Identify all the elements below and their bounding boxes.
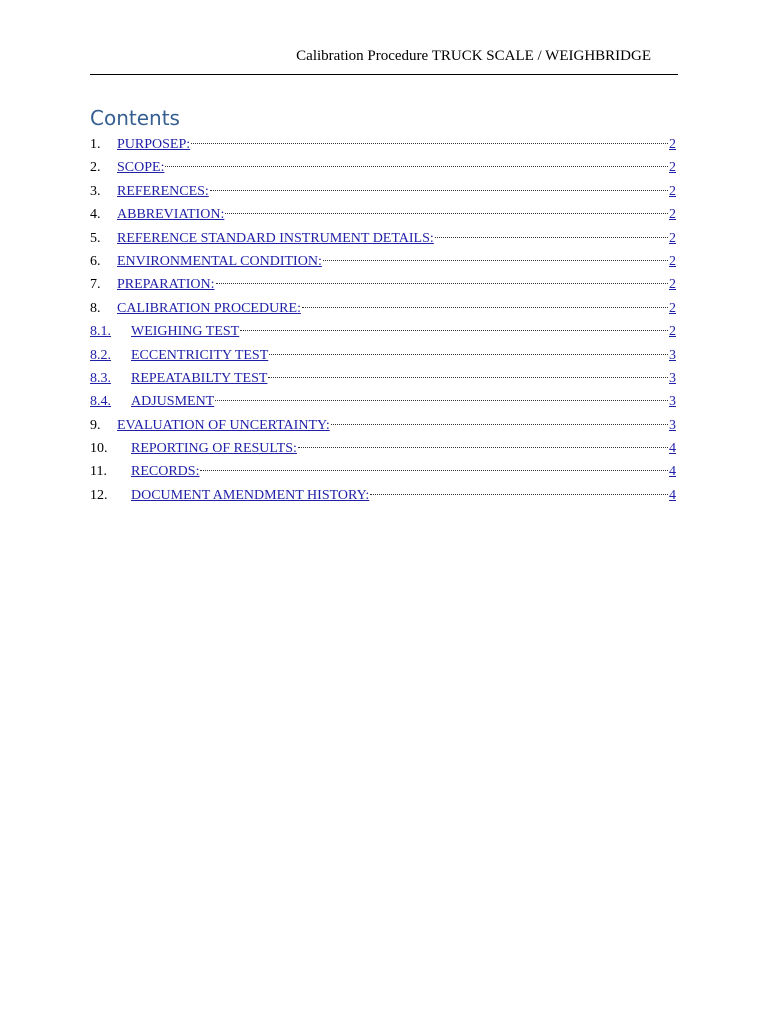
toc-dot-leader [435, 237, 668, 238]
toc-entry[interactable] [90, 460, 676, 483]
toc-dot-leader [191, 143, 668, 144]
toc-entry[interactable] [90, 250, 676, 273]
toc-entry[interactable] [90, 156, 676, 179]
toc-entry-number[interactable]: 8.1. [90, 324, 111, 340]
toc-entry-page-link[interactable]: 2 [669, 277, 676, 293]
toc-entry-page-link[interactable]: 3 [669, 370, 676, 386]
toc-entry-link[interactable]: REPORTING OF RESULTS: [131, 441, 297, 457]
toc-entry-page-link[interactable]: 2 [669, 300, 676, 316]
toc-entry-line [117, 414, 676, 437]
toc-dot-leader [323, 260, 668, 261]
toc-dot-leader [165, 166, 668, 167]
toc-dot-leader [331, 424, 668, 425]
toc-entry-number: 9. [90, 417, 101, 433]
toc-entry-link[interactable]: REFERENCES: [117, 183, 209, 199]
toc-entry[interactable] [90, 297, 676, 320]
toc-entry-link[interactable]: REPEATABILTY TEST [131, 370, 268, 386]
toc-entry-link[interactable]: PREPARATION: [117, 277, 215, 293]
toc-entry[interactable] [90, 180, 676, 203]
toc-entry-link[interactable]: ADJUSMENT [131, 394, 215, 410]
toc-entry-number: 1. [90, 137, 101, 152]
toc-entry[interactable] [90, 203, 676, 226]
toc-entry-page-link[interactable]: 2 [669, 324, 676, 340]
page-header [90, 47, 678, 75]
toc-entry-line [117, 133, 676, 156]
toc-entry-number: 11. [90, 464, 107, 480]
toc-dot-leader [298, 447, 668, 448]
toc-entry-page-link[interactable]: 3 [669, 417, 676, 433]
toc-entry-link[interactable]: ENVIRONMENTAL CONDITION: [117, 253, 322, 269]
toc-entry-line [117, 227, 676, 250]
toc-entry-number: 2. [90, 160, 101, 176]
toc-dot-leader [225, 213, 668, 214]
toc-entry-link[interactable]: CALIBRATION PROCEDURE: [117, 300, 301, 316]
toc-entry-line [117, 180, 676, 203]
toc-entry-link[interactable]: PURPOSEP: [117, 137, 191, 152]
toc-entry-line [131, 460, 676, 483]
toc-entry[interactable] [90, 227, 676, 250]
toc-entry-number: 8. [90, 300, 101, 316]
toc-entry-page-link[interactable]: 3 [669, 394, 676, 410]
toc-entry-line [117, 156, 676, 179]
toc-entry-number[interactable]: 8.4. [90, 394, 111, 410]
toc-entry-number: 7. [90, 277, 101, 293]
toc-entry-number[interactable]: 8.3. [90, 370, 111, 386]
toc-dot-leader [216, 283, 668, 284]
toc-entry-link[interactable]: WEIGHING TEST [131, 324, 240, 340]
toc-entry[interactable] [90, 390, 676, 413]
toc-entry-page-link[interactable]: 2 [669, 207, 676, 223]
toc-entry-link[interactable]: SCOPE: [117, 160, 165, 176]
header-title: Calibration Procedure TRUCK SCALE / WEIGHBRIDGE [296, 48, 651, 64]
toc-entry-page-link[interactable]: 4 [669, 441, 676, 457]
toc-dot-leader [302, 307, 668, 308]
toc-entry[interactable] [90, 414, 676, 437]
toc-entry-link[interactable]: ABBREVIATION: [117, 207, 225, 223]
toc-entry-number: 3. [90, 183, 101, 199]
toc-entry-line [131, 484, 676, 507]
toc-dot-leader [240, 330, 668, 331]
toc-entry-link[interactable]: EVALUATION OF UNCERTAINTY: [117, 417, 330, 433]
toc-dot-leader [215, 400, 668, 401]
toc-entry-line [117, 250, 676, 273]
toc-entry-page-link[interactable]: 2 [669, 160, 676, 176]
toc-entry-page-link[interactable]: 2 [669, 230, 676, 246]
toc-dot-leader [200, 470, 668, 471]
toc-entry[interactable] [90, 437, 676, 460]
toc-entry[interactable] [90, 320, 676, 343]
toc-entry[interactable] [90, 367, 676, 390]
toc-entry[interactable] [90, 484, 676, 507]
toc-entry-line [131, 344, 676, 367]
toc-dot-leader [269, 354, 668, 355]
toc-entry-number: 6. [90, 253, 101, 269]
toc-entry-line [117, 273, 676, 296]
toc-entry-line [117, 297, 676, 320]
toc-entry[interactable] [90, 344, 676, 367]
toc-entry-page-link[interactable]: 2 [669, 137, 676, 152]
toc-entry-page-link[interactable]: 3 [669, 347, 676, 363]
toc-entry-link[interactable]: REFERENCE STANDARD INSTRUMENT DETAILS: [117, 230, 434, 246]
toc-entry-number[interactable]: 8.2. [90, 347, 111, 363]
toc-entry-number: 12. [90, 487, 108, 503]
table-of-contents [90, 133, 676, 507]
toc-dot-leader [268, 377, 668, 378]
toc-entry-link[interactable]: RECORDS: [131, 464, 200, 480]
toc-dot-leader [210, 190, 668, 191]
toc-entry-page-link[interactable]: 4 [669, 464, 676, 480]
toc-entry-link[interactable]: DOCUMENT AMENDMENT HISTORY: [131, 487, 370, 503]
toc-entry-line [131, 320, 676, 343]
toc-entry-page-link[interactable]: 2 [669, 183, 676, 199]
toc-entry-link[interactable]: ECCENTRICITY TEST [131, 347, 269, 363]
toc-entry-line [131, 367, 676, 390]
toc-heading: Contents [90, 106, 180, 130]
toc-entry-line [117, 203, 676, 226]
toc-entry[interactable] [90, 273, 676, 296]
toc-dot-leader [370, 494, 668, 495]
toc-entry-number: 10. [90, 441, 108, 457]
toc-entry-number: 4. [90, 207, 101, 223]
toc-entry-number: 5. [90, 230, 101, 246]
toc-entry[interactable] [90, 133, 676, 156]
toc-entry-line [131, 437, 676, 460]
toc-entry-line [131, 390, 676, 413]
toc-entry-page-link[interactable]: 2 [669, 253, 676, 269]
toc-entry-page-link[interactable]: 4 [669, 487, 676, 503]
